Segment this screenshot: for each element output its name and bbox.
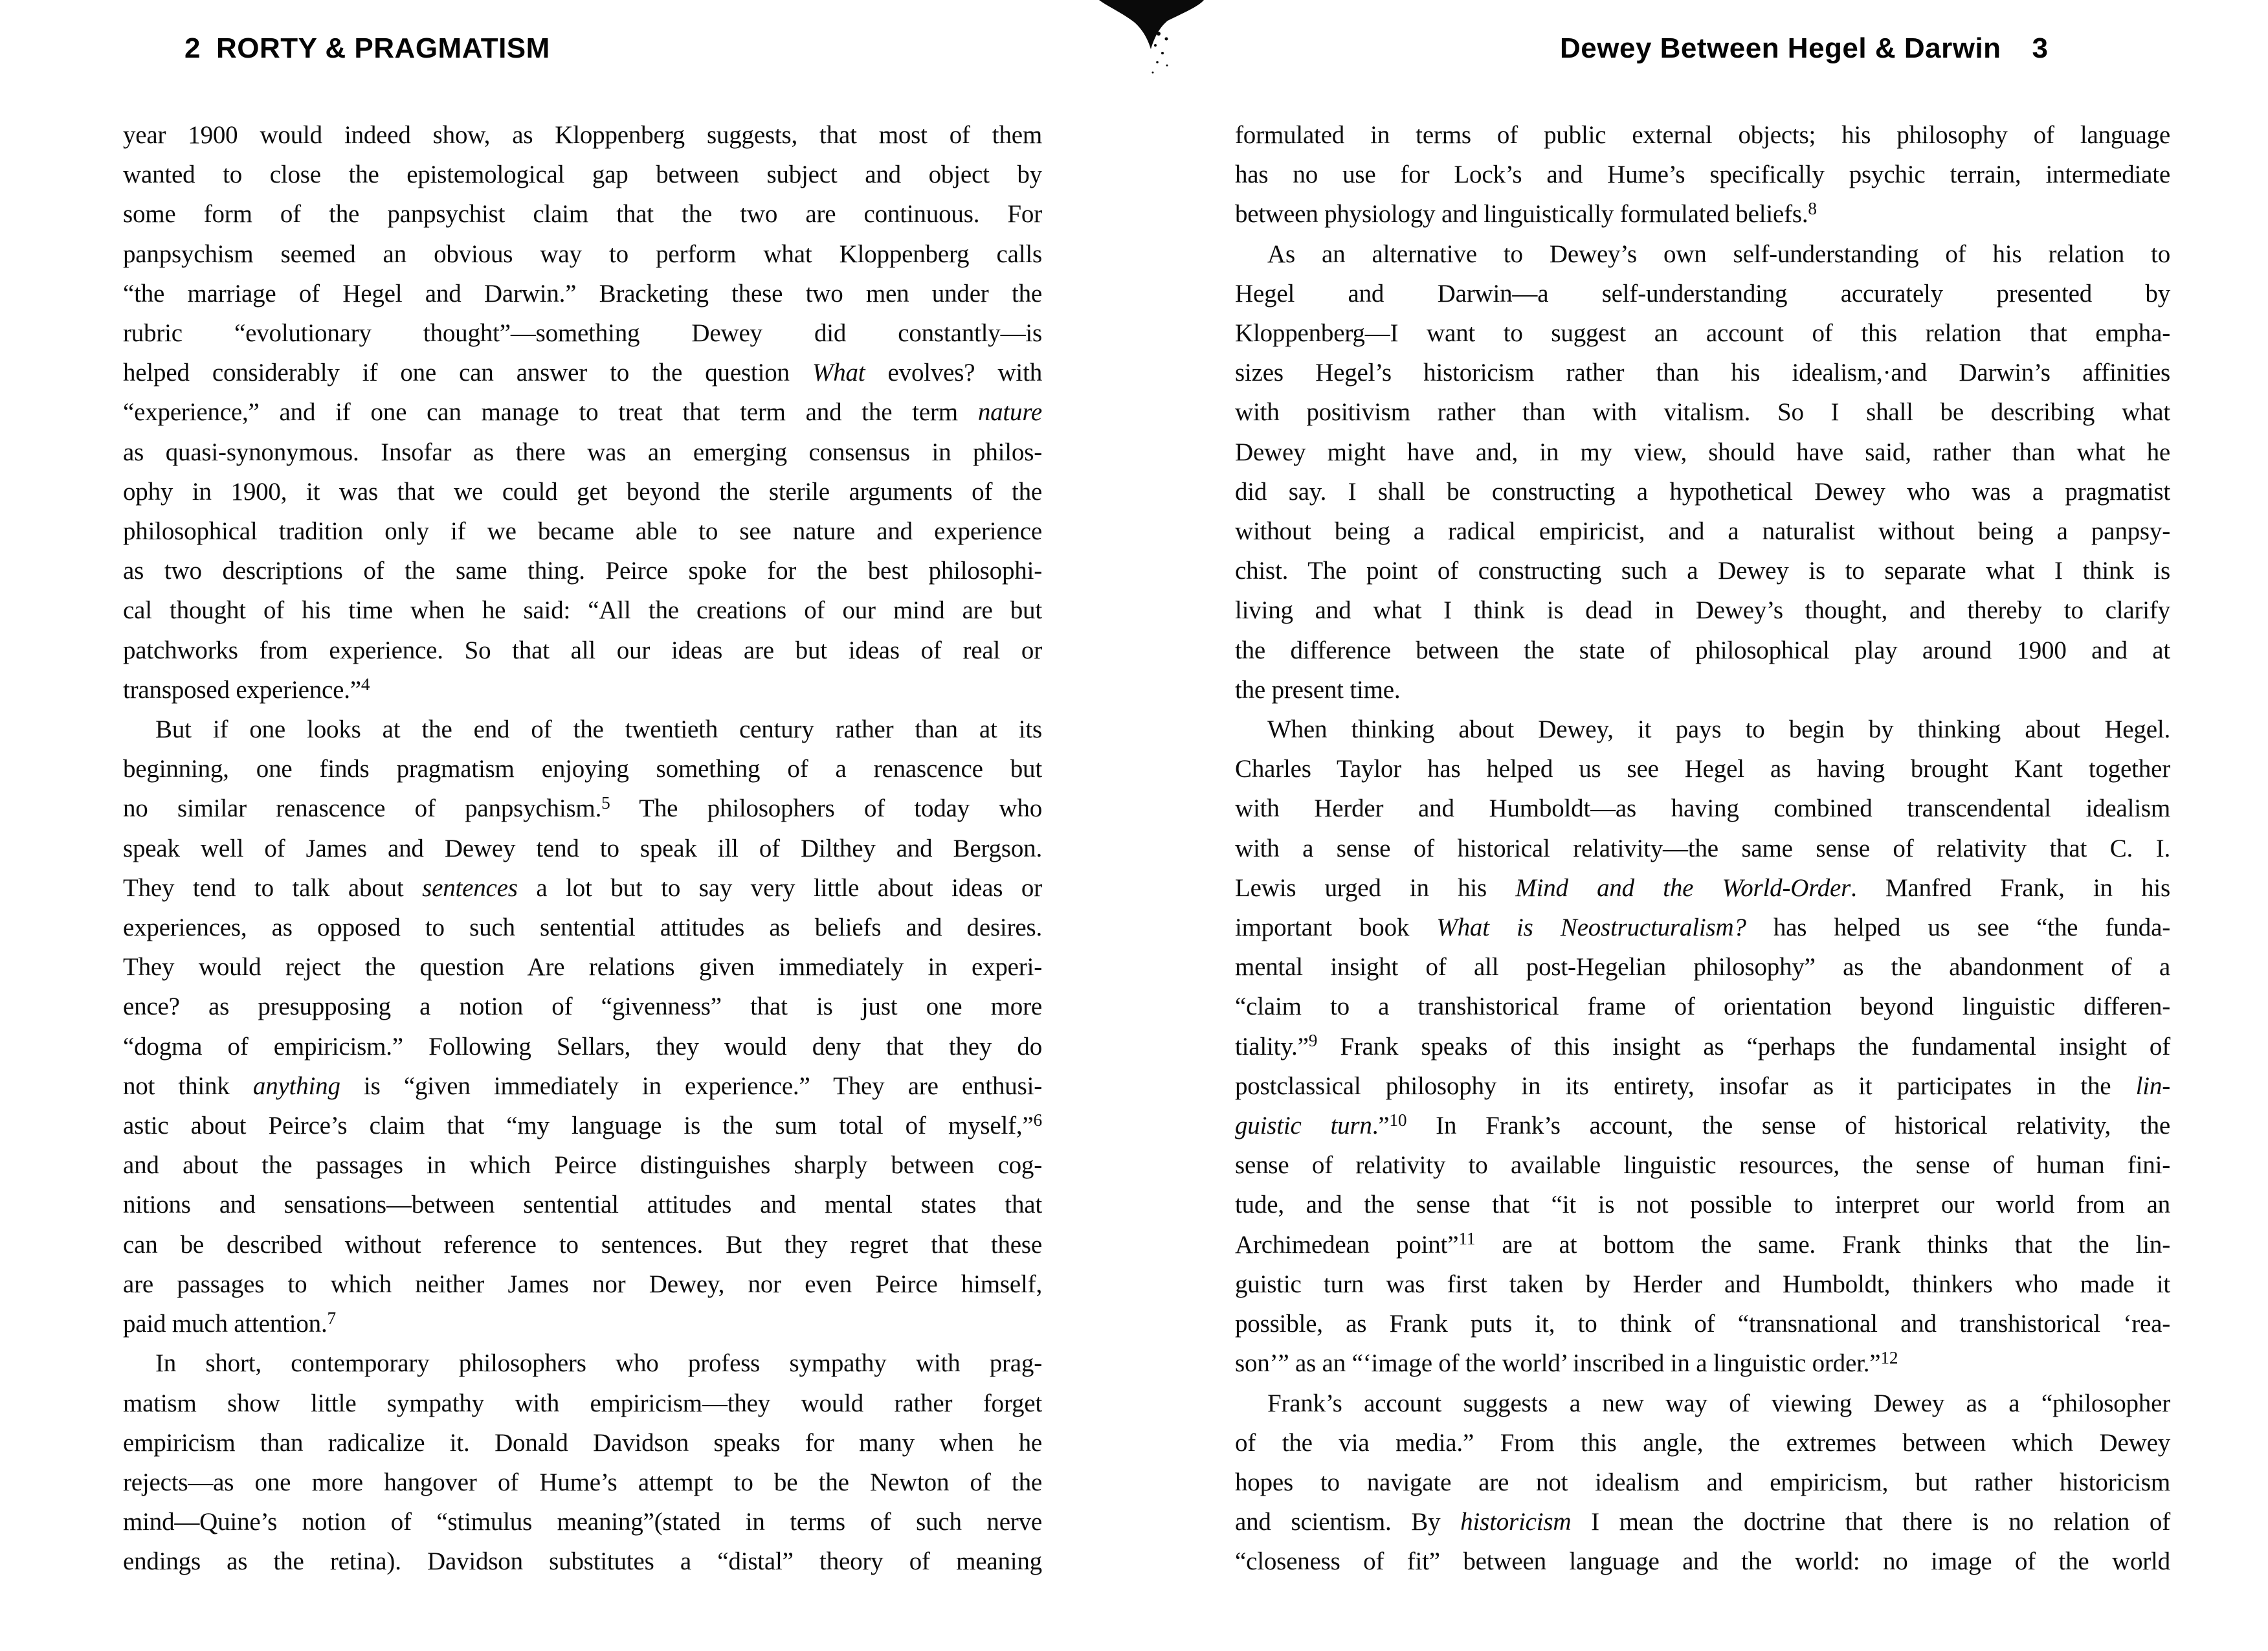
text-line: chist. The point of constructing such a Dewey is to separate what I think is — [1235, 557, 2170, 585]
right-page-body — [1235, 115, 2170, 1582]
text-line: speak well of James and Dewey tend to speak ill of Dilthey and Bergson. — [123, 834, 1042, 862]
text-line: the difference between the state of philosophical play around 1900 and at — [1235, 636, 2170, 664]
text-line: empiricism than radicalize it. Donald Davidson speaks for many when he — [123, 1428, 1042, 1457]
text-line: hopes to navigate are not idealism and empiricism, but rather historicism — [1235, 1468, 2170, 1496]
left-running-head-title: RORTY & PRAGMATISM — [216, 32, 550, 64]
text-line: tude, and the sense that “it is not possible to interpret our world from an — [1235, 1191, 2170, 1219]
left-page-number: 2 — [184, 32, 201, 64]
text-line: “the marriage of Hegel and Darwin.” Bracketing these two men under the — [123, 279, 1042, 308]
right-page-number: 3 — [2032, 32, 2049, 64]
text-line: Kloppenberg—I want to suggest an account of this relation that empha- — [1235, 319, 2170, 348]
text-line: ence? as presupposing a notion of “givenness” that is just one more — [123, 993, 1042, 1021]
text-line: as quasi-synonymous. Insofar as there was an emerging consensus in philos- — [123, 438, 1042, 466]
text-line: with positivism rather than with vitalism. So I shall be describing what — [1235, 398, 2170, 427]
text-line: with a sense of historical relativity—the same sense of relativity that C. I. — [1235, 834, 2170, 862]
text-line: sense of relativity to available linguistic resources, the sense of human fini- — [1235, 1151, 2170, 1180]
text-line: of the via media.” From this angle, the extremes between which Dewey — [1235, 1428, 2170, 1457]
text-line: some form of the panpsychist claim that the two are continuous. For — [123, 200, 1042, 229]
text-line: helped considerably if one can answer to the question What evolves? with — [123, 359, 1043, 387]
text-line: “closeness of fit” between language and the world: no image of the world — [1235, 1547, 2170, 1576]
text-line: transposed experience.”$^4$ — [123, 674, 370, 704]
text-line: can be described without reference to sentences. But they regret that these — [123, 1230, 1042, 1259]
text-line: wanted to close the epistemological gap between subject and object by — [123, 161, 1042, 189]
text-line: with Herder and Humboldt—as having combined transcendental idealism — [1235, 794, 2170, 823]
text-line: philosophical tradition only if we became able to see nature and experience — [123, 517, 1042, 546]
text-line: important book What is Neostructuralism? has helped us see “the funda- — [1235, 914, 2170, 942]
text-line: rubric “evolutionary thought”—something Dewey did constantly—is — [123, 319, 1042, 348]
text-line: postclassical philosophy in its entirety, insofar as it participates in the lin- — [1235, 1072, 2170, 1100]
text-line: nitions and sensations—between sentential attitudes and mental states that — [123, 1191, 1042, 1219]
text-line: year 1900 would indeed show, as Kloppenberg suggests, that most of them — [123, 121, 1042, 149]
text-line: When thinking about Dewey, it pays to begin by thinking about Hegel. — [1267, 715, 2170, 744]
text-line: are passages to which neither James nor Dewey, nor even Peirce himself, — [123, 1270, 1042, 1298]
right-running-head-title: Dewey Between Hegel & Darwin — [1560, 32, 2001, 64]
ink-smudge-artifact — [1094, 0, 1217, 84]
text-line: rejects—as one more hangover of Hume’s attempt to be the Newton of the — [123, 1468, 1042, 1496]
text-line: and about the passages in which Peirce distinguishes sharply between cog- — [123, 1151, 1042, 1180]
text-line: not think anything is “given immediately in experience.” They are enthusi- — [123, 1072, 1042, 1100]
text-line: They would reject the question Are relations given immediately in experi- — [123, 953, 1042, 982]
text-line: As an alternative to Dewey’s own self-understanding of his relation to — [1267, 240, 2170, 268]
text-line: the present time. — [1235, 675, 1401, 704]
text-line: guistic turn was first taken by Herder and Humboldt, thinkers who made it — [1235, 1270, 2170, 1298]
text-line: matism show little sympathy with empiricism—they would rather forget — [123, 1389, 1042, 1417]
text-line: “dogma of empiricism.” Following Sellars, they would deny that they do — [123, 1032, 1042, 1061]
text-line: “claim to a transhistorical frame of orientation beyond linguistic differen- — [1235, 993, 2170, 1021]
text-line: and scientism. By historicism I mean the doctrine that there is no relation of — [1235, 1508, 2170, 1536]
text-line: They tend to talk about sentences a lot but to say very little about ideas or — [123, 873, 1042, 902]
text-line: Lewis urged in his Mind and the World-Order. Manfred Frank, in his — [1235, 873, 2170, 902]
text-line: formulated in terms of public external objects; his philosophy of language — [1235, 121, 2170, 149]
text-line: no similar renascence of panpsychism.$^5$ The philosophers of today who — [123, 793, 1042, 823]
text-line: mental insight of all post-Hegelian philosophy” as the abandonment of a — [1235, 953, 2170, 982]
text-line: as two descriptions of the same thing. Peirce spoke for the best philosophi- — [123, 557, 1042, 585]
text-line: But if one looks at the end of the twentieth century rather than at its — [155, 715, 1042, 744]
text-line: beginning, one finds pragmatism enjoying something of a renascence but — [123, 755, 1042, 783]
text-line: mind—Quine’s notion of “stimulus meaning”(stated in terms of such nerve — [123, 1508, 1042, 1536]
text-line: paid much attention.$^7$ — [123, 1308, 336, 1338]
text-line: possible, as Frank puts it, to think of “transnational and transhistorical ‘rea- — [1235, 1310, 2170, 1338]
text-line: has no use for Lock’s and Hume’s specifically psychic terrain, intermediate — [1235, 161, 2170, 189]
text-line: sizes Hegel’s historicism rather than his idealism,·and Darwin’s affinities — [1235, 359, 2170, 387]
left-page-body — [123, 115, 1042, 1582]
text-line: panpsychism seemed an obvious way to perform what Kloppenberg calls — [123, 240, 1042, 268]
text-line: “experience,” and if one can manage to treat that term and the term nature — [123, 398, 1042, 427]
text-line: cal thought of his time when he said: “All the creations of our mind are but — [123, 596, 1042, 625]
text-line: Charles Taylor has helped us see Hegel as having brought Kant together — [1235, 755, 2170, 783]
left-running-head — [184, 32, 550, 65]
text-line: without being a radical empiricist, and a naturalist without being a panpsy- — [1235, 517, 2170, 546]
text-line: between physiology and linguistically formulated beliefs.$^8$ — [1235, 199, 1817, 229]
text-line: endings as the retina). Davidson substitutes a “distal” theory of meaning — [123, 1547, 1042, 1576]
text-line: guistic turn.”$^{10}$ In Frank’s account, the sense of historical relativity, the — [1235, 1110, 2170, 1140]
text-line: Dewey might have and, in my view, should have said, rather than what he — [1235, 438, 2170, 466]
text-line: Hegel and Darwin—a self-understanding accurately presented by — [1235, 279, 2170, 308]
text-line: astic about Peirce’s claim that “my language is the sum total of myself,”$^6$ — [123, 1110, 1042, 1140]
text-line: Frank’s account suggests a new way of viewing Dewey as a “philosopher — [1267, 1389, 2170, 1417]
text-line: ophy in 1900, it was that we could get beyond the sterile arguments of the — [123, 477, 1042, 506]
text-line: patchworks from experience. So that all our ideas are but ideas of real or — [123, 636, 1042, 664]
text-line: tiality.”$^9$ Frank speaks of this insight as “perhaps the fundamental insight of — [1235, 1031, 2170, 1061]
text-line: did say. I shall be constructing a hypothetical Dewey who was a pragmatist — [1235, 477, 2170, 506]
text-line: living and what I think is dead in Dewey’s thought, and thereby to clarify — [1235, 596, 2170, 625]
text-line: experiences, as opposed to such sentential attitudes as beliefs and desires. — [123, 914, 1042, 942]
right-running-head — [1560, 32, 2049, 65]
text-line: In short, contemporary philosophers who profess sympathy with prag- — [155, 1349, 1042, 1378]
text-line: Archimedean point”$^{11}$ are at bottom the same. Frank thinks that the lin- — [1235, 1229, 2170, 1259]
text-line: son’” as an “‘image of the world’ inscribed in a linguistic order.”$^{12}$ — [1235, 1348, 1898, 1378]
